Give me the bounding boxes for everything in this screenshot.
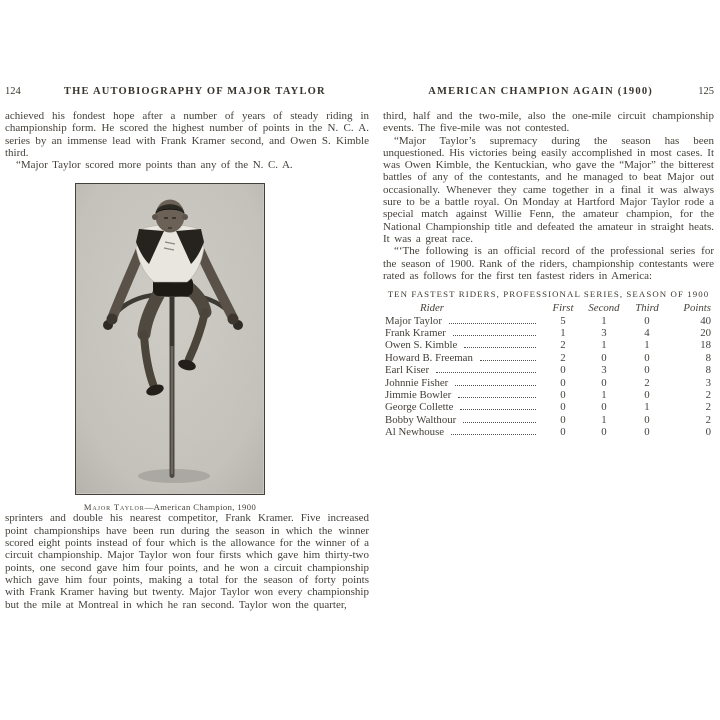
table-row	[383, 414, 714, 426]
cell-third: 0	[644, 364, 650, 377]
right-paragraph-1: third, half and the two-mile, also the one-mile circuit championship events. The five-mile was not contested.	[383, 110, 714, 135]
cell-first: 0	[560, 388, 566, 401]
cell-first: 0	[560, 364, 566, 377]
header-cell-third: Third	[635, 302, 659, 315]
leader-dots	[480, 360, 536, 361]
page-left	[5, 86, 369, 611]
table-row	[383, 315, 714, 327]
running-head-left	[5, 86, 369, 99]
cell-third: 0	[644, 351, 650, 364]
right-paragraph-2: “Major Taylor’s supremacy during the season has been unquestioned. His victories being easily accomplished in most cases. It was Owen Kimble, the Kentuckian, who gave the “Major” the bitterest battles of any of the contestants, and he managed to beat Major out occasionally. Whenever they came together in a final it was always sure to be a battle royal. On Monday at Hartford Major Taylor rode a special match against Willie Fenn, the amateur champion, for the National Championship title and defeated the amateur in straight heats. It was a great race.	[383, 134, 714, 245]
cell-points: 8	[705, 364, 711, 377]
page-number-left: 124	[5, 86, 21, 97]
table-row	[383, 352, 714, 364]
table-row	[383, 389, 714, 401]
cell-points: 2	[705, 388, 711, 401]
riders-table	[383, 302, 714, 438]
table-row	[383, 426, 714, 438]
leader-dots	[451, 434, 536, 435]
leader-dots	[449, 323, 536, 324]
cell-rider: Bobby Walthour	[385, 413, 457, 426]
cell-third: 1	[644, 339, 650, 352]
cell-third: 0	[644, 388, 650, 401]
photo-caption	[75, 502, 265, 512]
cyclist-on-bicycle-photo	[76, 184, 263, 493]
leader-dots	[458, 397, 536, 398]
cell-second: 0	[601, 376, 607, 389]
cell-second: 1	[601, 314, 607, 327]
cell-second: 3	[601, 364, 607, 377]
cell-rider: George Collette	[385, 401, 454, 414]
photo-caption-name: Major Taylor	[83, 502, 145, 513]
table-row	[383, 327, 714, 339]
cell-second: 1	[601, 413, 607, 426]
left-paragraph-3: sprinters and double his nearest competitor, Frank Kramer. Five increased point championships have been run during the season in which the winner scored eight points instead of four which is the allowance for the winner of a circuit championship. Major Taylor won four firsts which gave him thirty-two points, one second gave him four points, and he won a circuit championship which gave him four points, making a total for the season of forty points with Frank Kramer having but twenty. Major Taylor won every championship but the mile at Montreal in which he ran second. Taylor won the quarter,	[5, 512, 369, 611]
running-head-title-left: THE AUTOBIOGRAPHY OF MAJOR TAYLOR	[63, 86, 326, 97]
cell-points: 3	[705, 376, 711, 389]
photo-figure	[75, 183, 265, 512]
cell-first: 1	[560, 326, 566, 339]
riders-table-body	[383, 315, 714, 439]
cell-first: 2	[560, 351, 566, 364]
leader-dots	[464, 347, 536, 348]
riders-table-title: TEN FASTEST RIDERS, PROFESSIONAL SERIES, SEASON OF 1900	[387, 289, 710, 300]
left-paragraph-1: achieved his fondest hope after a number of years of steady riding in championship form. He scored the highest number of points in the N. C. A. series by an immense lead with Frank Kramer second, and Owen S. Kimble third.	[5, 110, 369, 159]
cell-rider: Owen S. Kimble	[385, 339, 458, 352]
header-cell-first: First	[552, 302, 574, 315]
cell-rider: Howard B. Freeman	[385, 351, 473, 364]
cell-rider: Frank Kramer	[385, 326, 446, 339]
cell-second: 0	[601, 426, 607, 439]
cell-points: 20	[700, 326, 711, 339]
cell-third: 0	[644, 413, 650, 426]
leader-dots	[463, 422, 536, 423]
cell-third: 4	[644, 326, 650, 339]
cell-rider: Earl Kiser	[385, 364, 430, 377]
cell-points: 40	[700, 314, 711, 327]
cell-points: 8	[705, 351, 711, 364]
cell-third: 0	[644, 426, 650, 439]
leader-dots	[436, 372, 536, 373]
table-row	[383, 401, 714, 413]
riders-table-header	[383, 302, 714, 314]
photo-caption-rest: —American Champion, 1900	[144, 502, 257, 513]
leader-dots	[453, 335, 536, 336]
cell-first: 0	[560, 401, 566, 414]
cell-third: 2	[644, 376, 650, 389]
running-head-title-right: AMERICAN CHAMPION AGAIN (1900)	[428, 86, 653, 97]
cell-rider: Al Newhouse	[385, 426, 445, 439]
cell-third: 0	[644, 314, 650, 327]
cell-rider: Johnnie Fisher	[385, 376, 449, 389]
cell-third: 1	[644, 401, 650, 414]
cell-points: 0	[705, 426, 711, 439]
page-number-right: 125	[698, 86, 714, 97]
cell-second: 0	[601, 401, 607, 414]
table-row	[383, 377, 714, 389]
cell-second: 0	[601, 351, 607, 364]
cell-points: 2	[705, 413, 711, 426]
cell-rider: Major Taylor	[385, 314, 442, 327]
cell-rider: Jimmie Bowler	[385, 388, 452, 401]
leader-dots	[460, 409, 536, 410]
cell-second: 3	[601, 326, 607, 339]
photo-frame	[75, 183, 265, 495]
header-cell-second: Second	[588, 302, 620, 315]
cell-points: 2	[705, 401, 711, 414]
cell-first: 5	[560, 314, 566, 327]
cell-first: 0	[560, 426, 566, 439]
cell-first: 0	[560, 376, 566, 389]
running-head-right	[383, 86, 714, 99]
cell-first: 2	[560, 339, 566, 352]
left-paragraph-2: “Major Taylor scored more points than any of the N. C. A.	[16, 159, 293, 172]
header-cell-points: Points	[683, 302, 711, 315]
leader-dots	[455, 385, 536, 386]
right-paragraph-3: “‘The following is an official record of the professional series for the season of 1900. Rank of the riders, championship contestants were rated as follows for the first ten fastest riders in America:	[383, 245, 714, 282]
cell-points: 18	[700, 339, 711, 352]
table-row	[383, 339, 714, 351]
cell-first: 0	[560, 413, 566, 426]
table-row	[383, 364, 714, 376]
page-right	[383, 86, 714, 438]
cell-second: 1	[601, 388, 607, 401]
cell-second: 1	[601, 339, 607, 352]
header-cell-rider: Rider	[420, 302, 444, 315]
